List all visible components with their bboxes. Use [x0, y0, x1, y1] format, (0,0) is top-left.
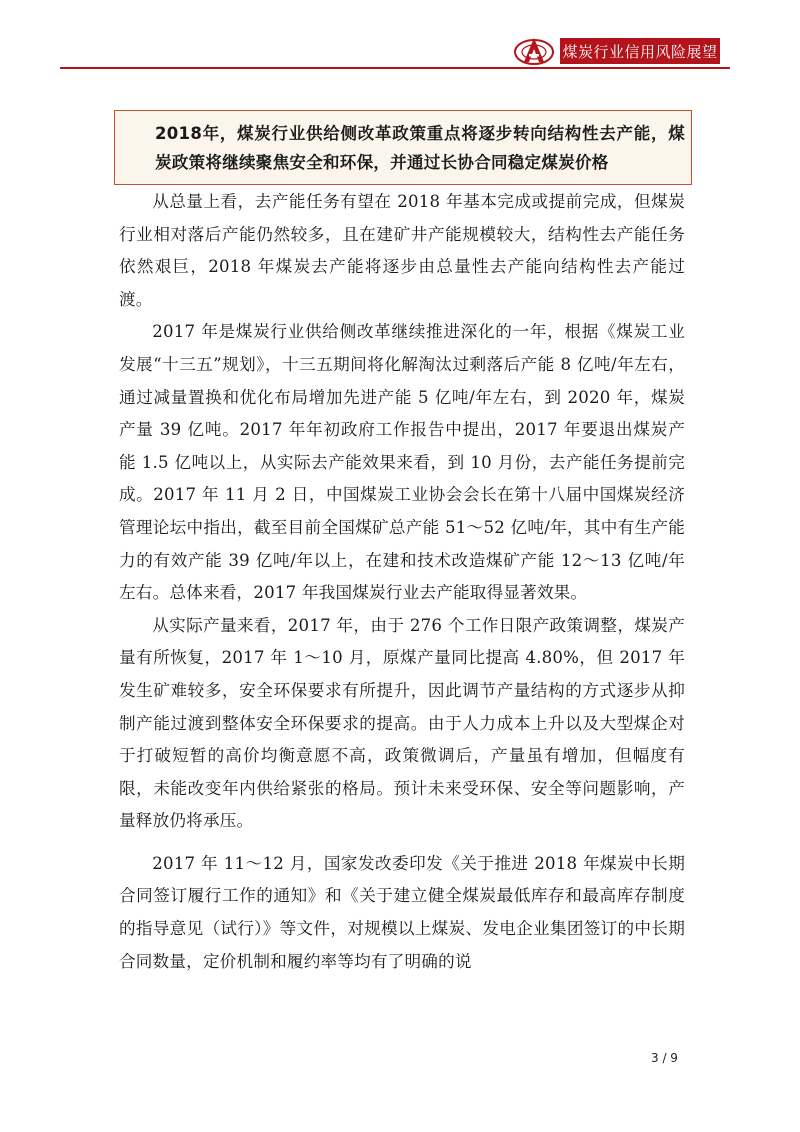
page-number: 3 / 9: [651, 1051, 678, 1065]
summary-callout-text: 2018年，煤炭行业供给侧改革政策重点将逐步转向结构性去产能，煤炭政策将继续聚焦安全和环保，并通过长协合同稳定煤炭价格: [155, 124, 685, 172]
summary-callout-box: [114, 110, 692, 185]
paragraph-3: 从实际产量来看，2017 年，由于 276 个工作日限产政策调整，煤炭产量有所恢复，2017 年 1～10 月，原煤产量同比提高 4.80%，但 2017 年发生矿难较多，安全环保要求有所提升，因此调节产量结构的方式逐步从抑制产能过渡到整体安全环保要求的提高。由于人力成本上升以及大型煤企对于打破短暂的高价均衡意愿不高，政策微调后，产量虽有增加，但幅度有限，未能改变年内供给紧张的格局。预计未来受环保、安全等问题影响，产量释放仍将承压。: [119, 615, 685, 831]
company-logo-icon: [512, 36, 556, 66]
page-header: [512, 36, 720, 66]
paragraph-1: 从总量上看，去产能任务有望在 2018 年基本完成或提前完成，但煤炭行业相对落后产能仍然较多，且在建矿井产能规模较大，结构性去产能任务依然艰巨，2018 年煤炭去产能将逐步由总量性去产能向结构性去产能过渡。: [119, 192, 685, 309]
report-title-banner: 煤炭行业信用风险展望: [560, 38, 720, 64]
header-divider: [60, 67, 730, 69]
paragraph-2: 2017 年是煤炭行业供给侧改革继续推进深化的一年，根据《煤炭工业发展“十三五”规划》，十三五期间将化解淘汰过剩落后产能 8 亿吨/年左右，通过减量置换和优化布局增加先进产能 5 亿吨/年左右，到 2020 年，煤炭产量 39 亿吨。2017 年年初政府工作报告中提出，2017 年要退出煤炭产能 1.5 亿吨以上，从实际去产能效果来看，到 10 月份，去产能任务提前完成。2017 年 11 月 2 日，中国煤炭工业协会会长在第十八届中国煤炭经济管理论坛中指出，截至目前全国煤矿总产能 51～52 亿吨/年，其中有生产能力的有效产能 39 亿吨/年以上，在建和技术改造煤矿产能 12～13 亿吨/年左右。总体来看，2017 年我国煤炭行业去产能取得显著效果。: [119, 322, 685, 603]
paragraph-4: 2017 年 11～12 月，国家发改委印发《关于推进 2018 年煤炭中长期合同签订履行工作的通知》和《关于建立健全煤炭最低库存和最高库存制度的指导意见（试行）》等文件，对规模以上煤炭、发电企业集团签订的中长期合同数量，定价机制和履约率等均有了明确的说: [119, 853, 685, 971]
body-content: [119, 186, 685, 978]
